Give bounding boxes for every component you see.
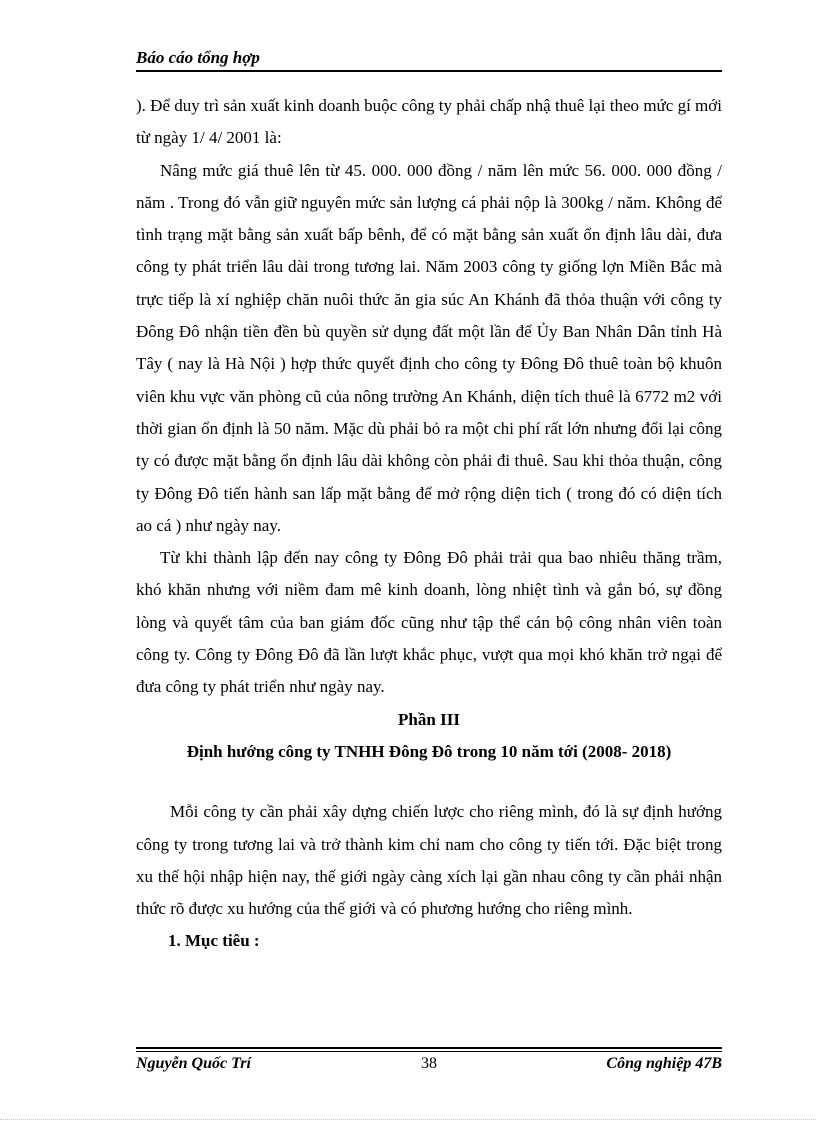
header-rule bbox=[136, 70, 722, 72]
section-heading: Định hướng công ty TNHH Đông Đô trong 10 năm tới (2008- 2018) bbox=[186, 741, 672, 761]
document-body bbox=[136, 90, 722, 958]
paragraph-3: Từ khi thành lập đến nay công ty Đông Đô phải trải qua bao nhiêu thăng trầm, khó khăn nhưng với niềm đam mê kinh doanh, lòng nhiệt tình và gắn bó, sự đồng lòng và quyết tâm của ban giám đốc cũng như tập thể cán bộ công nhân viên toàn công ty. Công ty Đông Đô đã lần lượt khắc phục, vượt qua mọi khó khăn trở ngại để đưa công ty phát triển như ngày nay. bbox=[136, 548, 722, 697]
paragraph-4: Mỗi công ty cần phải xây dựng chiến lược cho riêng mình, đó là sự định hướng công ty trong tương lai và trở thành kim chỉ nam cho công ty tiến tới. Đặc biệt trong xu thế hội nhập hiện nay, thế giới ngày càng xích lại gần nhau công ty cần phải nhận thức rõ được xu hướng của thế giới và có phương hướng cho riêng mình. bbox=[136, 802, 722, 919]
footer-rule-thick bbox=[136, 1047, 722, 1049]
footer bbox=[136, 1055, 722, 1079]
sub-heading: 1. Mục tiêu : bbox=[168, 931, 260, 951]
blank-line bbox=[136, 768, 722, 796]
footer-author: Nguyễn Quốc Trí bbox=[136, 1055, 251, 1072]
page-number: 38 bbox=[421, 1055, 437, 1072]
footer-course: Công nghiệp 47B bbox=[606, 1055, 722, 1072]
header-title: Báo cáo tổng hợp bbox=[136, 48, 260, 67]
part-heading: Phần III bbox=[398, 709, 460, 729]
paragraph-1: ). Để duy trì sản xuất kinh doanh buộc công ty phải chấp nhậ thuê lại theo mức gí mới từ ngày 1/ 4/ 2001 là: bbox=[136, 96, 722, 148]
page-bottom-border bbox=[0, 1119, 816, 1120]
footer-rule-thin bbox=[136, 1051, 722, 1052]
paragraph-2: Nâng mức giá thuê lên từ 45. 000. 000 đồng / năm lên mức 56. 000. 000 đồng / năm . Trong đó vẫn giữ nguyên mức sản lượng cá phải nộp là 300kg / năm. Không để tình trạng mặt bằng sản xuất bấp bênh, để có mặt bằng sản xuất ổn định lâu dài, đưa công ty phát triển lâu dài trong tương lai. Năm 2003 công ty giống lợn Miền Bắc mà trực tiếp là xí nghiệp chăn nuôi thức ăn gia súc An Khánh đã thỏa thuận với công ty Đông Đô nhận tiền đền bù quyền sử dụng đất một lần để Ủy Ban Nhân Dân tỉnh Hà Tây ( nay là Hà Nội ) hợp thức quyết định cho công ty Đông Đô thuê toàn bộ khuôn viên khu vực văn phòng cũ của nông trường An Khánh, diện tích thuê là 6772 m2 với thời gian ổn định là 50 năm. Mặc dù phải bỏ ra một chi phí rất lớn nhưng đổi lại công ty có được mặt bằng ổn định lâu dài không còn phải đi thuê. Sau khi thỏa thuận, công ty Đông Đô tiến hành san lấp mặt bằng để mở rộng diện tich ( trong đó có diện tích ao cá ) như ngày nay. bbox=[136, 160, 722, 535]
